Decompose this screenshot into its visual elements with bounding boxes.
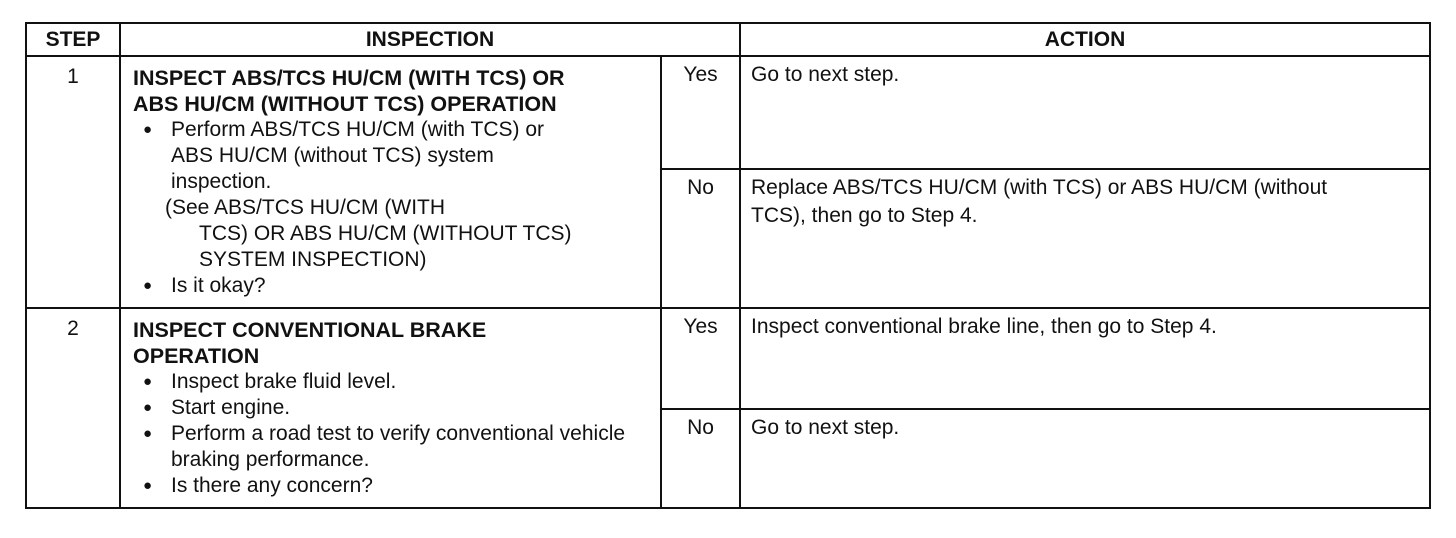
inspection-cell <box>120 308 661 508</box>
header-inspection: INSPECTION <box>120 23 740 56</box>
bullet-item: ● Is it okay? <box>133 273 650 299</box>
bullet-item: ● Perform ABS/TCS HU/CM (with TCS) or ABS HU/CM (without TCS) system inspection. <box>133 117 650 195</box>
header-action: ACTION <box>740 23 1430 56</box>
step-number: 1 <box>26 56 120 308</box>
no-label: No <box>661 409 740 508</box>
heading-line: INSPECT ABS/TCS HU/CM (WITH TCS) OR <box>133 66 565 90</box>
yes-action: Inspect conventional brake line, then go to Step 4. <box>740 308 1430 409</box>
yes-action: Go to next step. <box>740 56 1430 169</box>
no-action: Go to next step. <box>740 409 1430 508</box>
header-step: STEP <box>26 23 120 56</box>
step-number: 2 <box>26 308 120 508</box>
inspection-heading <box>133 317 650 369</box>
reference-note <box>133 195 650 273</box>
inspection-cell <box>120 56 661 308</box>
bullet-item: ● Perform a road test to verify conventional vehicle braking performance. <box>133 421 650 473</box>
bullet-item: ● Inspect brake fluid level. <box>133 369 650 395</box>
reference-line: (See ABS/TCS HU/CM (WITH <box>165 196 446 219</box>
reference-line: SYSTEM INSPECTION) <box>199 248 427 271</box>
table-row <box>26 56 1430 169</box>
yes-label: Yes <box>661 56 740 169</box>
no-action: Replace ABS/TCS HU/CM (with TCS) or ABS HU/CM (without TCS), then go to Step 4. <box>740 169 1430 308</box>
reference-line: TCS) OR ABS HU/CM (WITHOUT TCS) <box>199 222 572 245</box>
no-label: No <box>661 169 740 308</box>
bullet-item: ● Is there any concern? <box>133 473 650 499</box>
heading-line: ABS HU/CM (WITHOUT TCS) OPERATION <box>133 92 557 116</box>
bullet-list <box>133 369 650 499</box>
inspection-heading <box>133 65 650 117</box>
bullet-list <box>133 273 650 299</box>
diagnostic-table <box>25 22 1431 509</box>
bullet-list <box>133 117 650 195</box>
heading-line: OPERATION <box>133 344 260 368</box>
table-row <box>26 308 1430 409</box>
header-row <box>26 23 1430 56</box>
yes-label: Yes <box>661 308 740 409</box>
bullet-item: ● Start engine. <box>133 395 650 421</box>
heading-line: INSPECT CONVENTIONAL BRAKE <box>133 318 487 342</box>
